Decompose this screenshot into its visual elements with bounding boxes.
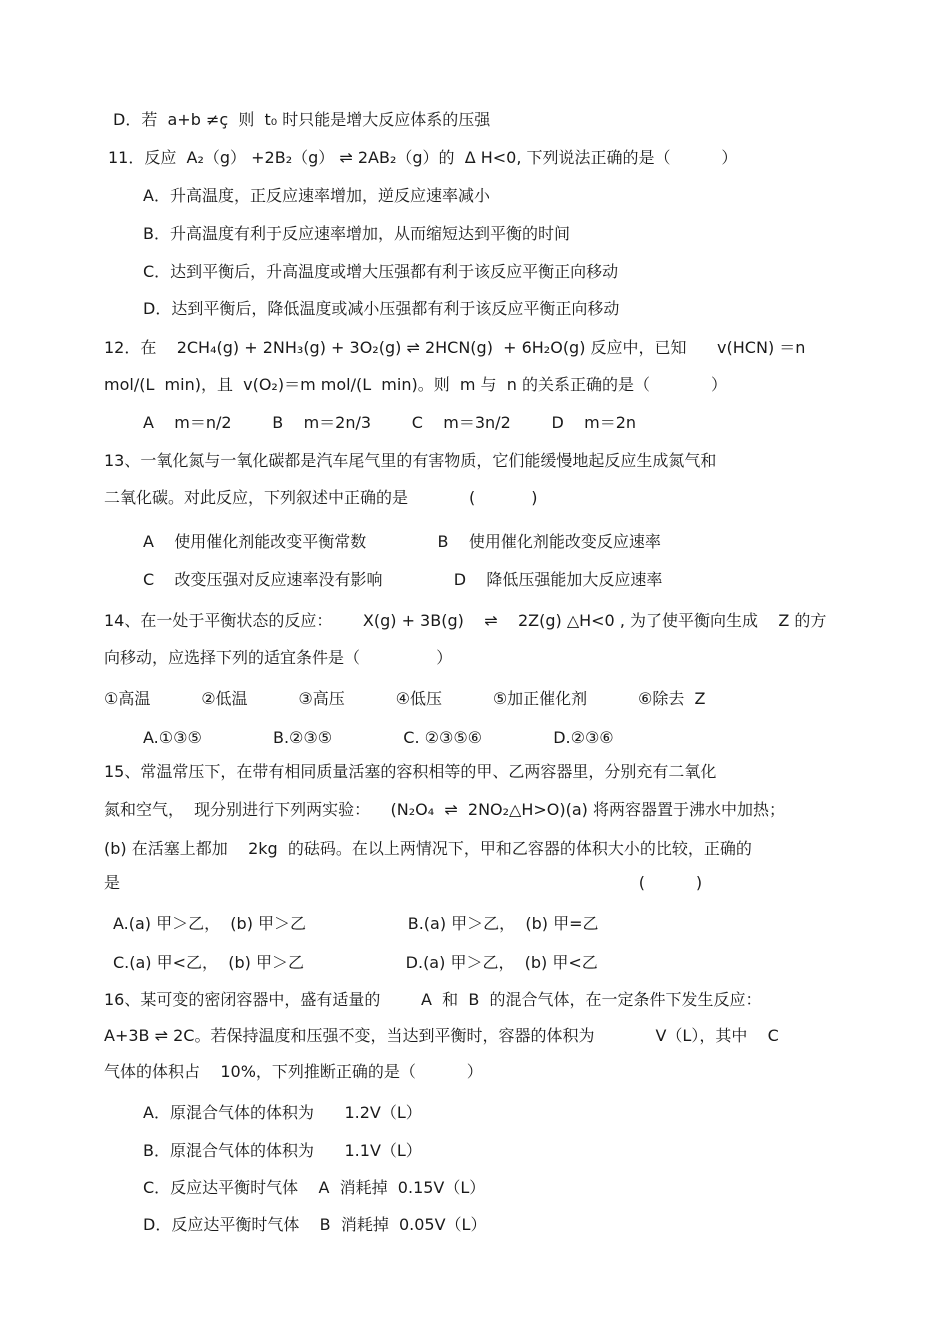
- option-11-d: D．达到平衡后，降低温度或减小压强都有利于该反应平衡正向移动: [143, 299, 620, 318]
- question-15-line-1: 15、常温常压下，在带有相同质量活塞的容积相等的甲、乙两容器里，分别充有二氧化: [104, 762, 717, 781]
- question-16-line-2: A+3B ⇌ 2C。若保持温度和压强不变，当达到平衡时，容器的体积为 V（L），其中 C: [104, 1026, 779, 1045]
- question-13-line-2: 二氧化碳。对此反应，下列叙述中正确的是 ( ): [104, 488, 538, 507]
- question-15-line-4: 是 ( ): [104, 873, 703, 892]
- option-11-b: B．升高温度有利于反应速率增加，从而缩短达到平衡的时间: [143, 224, 570, 243]
- option-16-b: B．原混合气体的体积为 1.1V（L）: [143, 1141, 422, 1160]
- question-14-line-1: 14、在一处于平衡状态的反应： X(g) + 3B(g) ⇌ 2Z(g) △H<0 , 为了使平衡向生成 Z 的方: [104, 611, 827, 630]
- options-13-ab: A 使用催化剂能改变平衡常数 B 使用催化剂能改变反应速率: [143, 532, 661, 551]
- question-15-line-3: (b) 在活塞上都加 2kg 的砝码。在以上两情况下，甲和乙容器的体积大小的比较，正确的: [104, 839, 752, 858]
- option-16-d: D．反应达平衡时气体 B 消耗掉 0.05V（L）: [143, 1215, 487, 1234]
- conditions-14: ①高温 ②低温 ③高压 ④低压 ⑤加正催化剂 ⑥除去 Z: [104, 689, 706, 708]
- option-11-c: C．达到平衡后，升高温度或增大压强都有利于该反应平衡正向移动: [143, 262, 619, 281]
- question-16-line-1: 16、某可变的密闭容器中，盛有适量的 A 和 B 的混合气体，在一定条件下发生反应：: [104, 990, 762, 1009]
- question-14-line-2: 向移动，应选择下列的适宜条件是（ ）: [104, 648, 453, 667]
- options-13-cd: C 改变压强对反应速率没有影响 D 降低压强能加大反应速率: [143, 570, 663, 589]
- question-12-line-2: mol/(L min)，且 v(O₂)＝m mol/(L min)。则 m 与 n 的关系正确的是（ ）: [104, 375, 727, 394]
- question-12-line-1: 12．在 2CH₄(g) + 2NH₃(g) + 3O₂(g) ⇌ 2HCN(g) + 6H₂O(g) 反应中，已知 v(HCN) ＝n: [104, 338, 806, 357]
- option-11-a: A．升高温度，正反应速率增加，逆反应速率减小: [143, 186, 490, 205]
- options-15-ab: A.(a) 甲＞乙， (b) 甲＞乙 B.(a) 甲＞乙， (b) 甲=乙: [113, 914, 599, 933]
- question-15-line-2: 氮和空气， 现分别进行下列两实验： (N₂O₄ ⇌ 2NO₂△H>O)(a) 将两容器置于沸水中加热；: [104, 800, 786, 819]
- question-16-line-3: 气体的体积占 10%，下列推断正确的是（ ）: [104, 1062, 483, 1081]
- option-16-c: C．反应达平衡时气体 A 消耗掉 0.15V（L）: [143, 1178, 486, 1197]
- options-15-cd: C.(a) 甲<乙， (b) 甲＞乙 D.(a) 甲＞乙， (b) 甲<乙: [113, 953, 598, 972]
- options-14: A.①③⑤ B.②③⑤ C. ②③⑤⑥ D.②③⑥: [143, 728, 614, 747]
- option-16-a: A．原混合气体的体积为 1.2V（L）: [143, 1103, 422, 1122]
- question-11: 11．反应 A₂（g） +2B₂（g） ⇌ 2AB₂（g）的 Δ H<0, 下列说法正确的是（ ）: [108, 148, 738, 167]
- question-13-line-1: 13、一氧化氮与一氧化碳都是汽车尾气里的有害物质，它们能缓慢地起反应生成氮气和: [104, 451, 717, 470]
- option-10-d: D．若 a+b ≠ç 则 t₀ 时只能是增大反应体系的压强: [113, 110, 491, 129]
- options-12: A m＝n/2 B m＝2n/3 C m＝3n/2 D m＝2n: [143, 413, 637, 432]
